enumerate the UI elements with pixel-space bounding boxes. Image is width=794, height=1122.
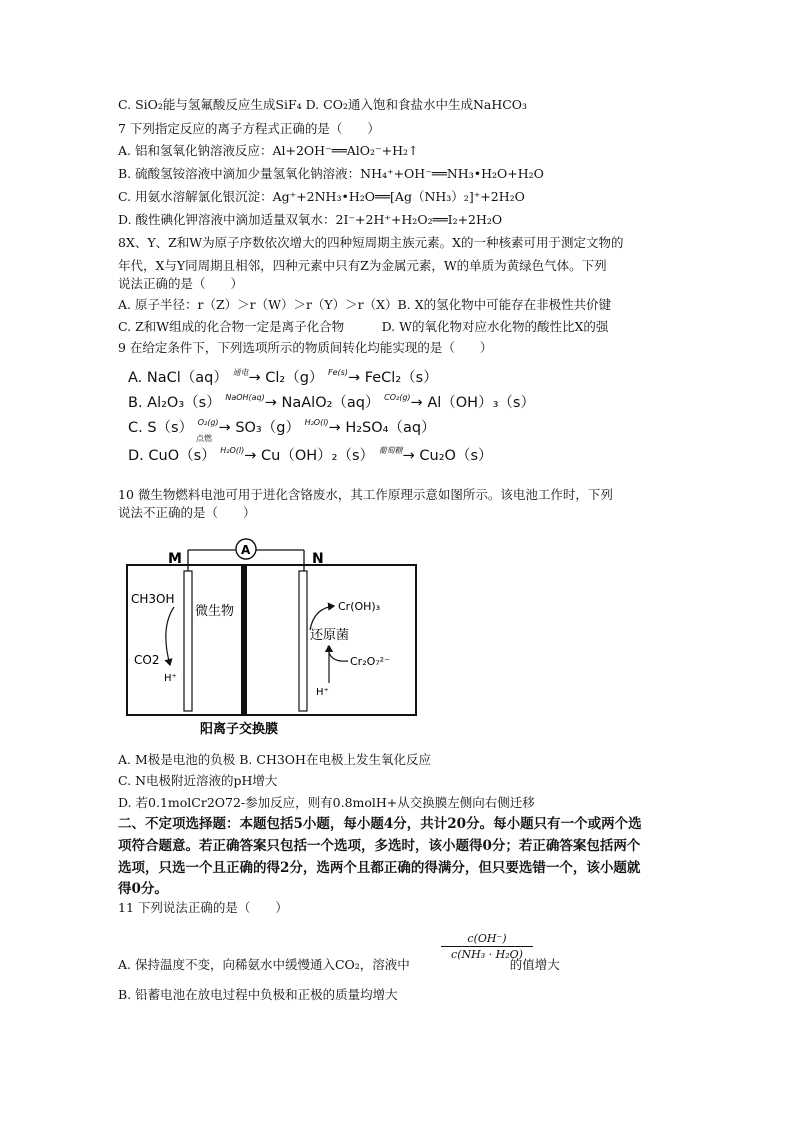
q9-stem: 9 在给定条件下，下列选项所示的物质间转化均能实现的是（ ） — [118, 340, 493, 355]
q9c-intermediate: SO₃（g） — [235, 420, 300, 436]
label-reducing-bacteria: 还原菌 — [310, 628, 350, 643]
q9-option-c — [128, 416, 436, 437]
q9b-product: Al（OH）₃（s） — [427, 395, 535, 411]
oxidation-arrow — [166, 607, 174, 665]
arrow-icon: → — [244, 448, 257, 464]
q9a-intermediate: Cl₂（g） — [265, 370, 324, 386]
section2-line-1: 二、不定项选择题：本题包括5小题，每小题4分，共计20分。每小题只有一个或两个选 — [118, 816, 642, 832]
arrow-icon: → — [402, 448, 415, 464]
label-ch3oh: CH3OH — [131, 592, 175, 606]
q8-options-c-d: C. Z和W组成的化合物一定是离子化合物 D. W的氧化物对应水化物的酸性比X的强 — [118, 319, 609, 334]
label-croh3: Cr(OH)₃ — [338, 600, 381, 613]
q10-option-c: C. N电极附近溶液的pH增大 — [118, 773, 278, 788]
label-m: M — [168, 551, 182, 567]
q8-options-a-b: A. 原子半径：r（Z）＞r（W）＞r（Y）＞r（X）B. X的氢化物中可能存在非极性共价键 — [118, 297, 612, 312]
section2-line-3: 选项，只选一个且正确的得2分，选两个且都正确的得满分，但只要选错一个，该小题就 — [118, 860, 641, 876]
product-arrow — [310, 606, 334, 630]
label-cr2o7: Cr₂O₇²⁻ — [350, 655, 390, 668]
q9a-reactant: A. NaCl（aq） — [128, 370, 228, 386]
label-h-right: H⁺ — [316, 687, 329, 698]
arrow-icon: → — [410, 395, 423, 411]
q9-option-a — [128, 366, 438, 387]
q10-line-1: 10 微生物燃料电池可用于进化含铬废水，其工作原理示意如图所示。该电池工作时，下列 — [118, 487, 613, 502]
section2-line-2: 项符合题意。若正确答案只包括一个选项，多选时，该小题得0分；若正确答案包括两个 — [118, 838, 641, 854]
fraction-denominator: c(NH₃ · H₂O) — [451, 948, 523, 961]
q9a-condition-2: Fe(s) — [328, 368, 348, 377]
q11-option-b: B. 铅蓄电池在放电过程中负极和正极的质量均增大 — [118, 987, 398, 1002]
q8-line-2: 年代，X与Y同周期且相邻，四种元素中只有Z为金属元素，W的单质为黄绿色气体。下列 — [118, 258, 607, 273]
q7-stem: 7 下列指定反应的离子方程式正确的是（ ） — [118, 121, 380, 136]
q9b-condition-2: CO₂(g) — [384, 393, 411, 402]
q9c-condition-2: H₂O(l) — [304, 418, 329, 427]
q8-line-3: 说法正确的是（ ） — [118, 276, 244, 291]
q9a-product: FeCl₂（s） — [364, 370, 438, 386]
q9a-condition-1: 通电 — [232, 368, 249, 377]
q9-option-b — [128, 391, 535, 412]
q9d-reactant: D. CuO（s） — [128, 448, 216, 464]
section2-line-4: 得0分。 — [118, 881, 168, 897]
electrode-n — [299, 571, 307, 711]
q6-option-c-d: C. SiO₂能与氢氟酸反应生成SiF₄ D. CO₂通入饱和食盐水中生成NaHCO₃ — [118, 97, 528, 112]
arrow-icon: → — [218, 420, 231, 436]
q9d-condition-1: H₂O(l) — [220, 446, 245, 455]
ammeter-label: A — [241, 543, 251, 557]
q9d-product: Cu₂O（s） — [419, 448, 493, 464]
q11a-fraction — [441, 932, 533, 961]
q9c-reactant: C. S（s） — [128, 420, 194, 436]
q11-stem: 11 下列说法正确的是（ ） — [118, 900, 288, 915]
q9b-intermediate: NaAlO₂（aq） — [281, 395, 380, 411]
q8-line-1: 8X、Y、Z和W为原子序数依次增大的四种短周期主族元素。X的一种核素可用于测定文物的 — [118, 235, 624, 250]
q9b-condition-1: NaOH(aq) — [225, 393, 265, 402]
label-co2: CO2 — [134, 653, 160, 667]
arrow-icon: → — [347, 370, 361, 386]
arrow-icon: → — [264, 395, 277, 411]
q9d-intermediate: Cu（OH）₂（s） — [261, 448, 375, 464]
arrow-icon: → — [328, 420, 341, 436]
q7-option-b: B. 硫酸氢铵溶液中滴加少量氢氧化钠溶液：NH₄⁺+OH⁻══NH₃•H₂O+H₂O — [118, 166, 544, 181]
q11a-text-before: A. 保持温度不变，向稀氨水中缓慢通入CO₂，溶液中 — [118, 957, 410, 972]
label-h-left: H⁺ — [164, 673, 177, 684]
q9c-product: H₂SO₄（aq） — [345, 420, 436, 436]
q9-option-d — [128, 444, 493, 465]
label-microbe: 微生物 — [195, 604, 235, 619]
q7-option-c: C. 用氨水溶解氯化银沉淀：Ag⁺+2NH₃•H₂O══[Ag（NH₃）₂]⁺+2H₂O — [118, 189, 525, 204]
fraction-numerator: c(OH⁻) — [441, 932, 533, 947]
q7-option-a: A. 铝和氢氧化钠溶液反应：Al+2OH⁻══AlO₂⁻+H₂↑ — [118, 143, 419, 158]
q9b-reactant: B. Al₂O₃（s） — [128, 395, 221, 411]
reactant-arrow — [328, 646, 348, 661]
electrode-m — [184, 571, 192, 711]
arrow-icon: → — [248, 370, 261, 386]
q10-options-a-b: A. M极是电池的负极 B. CH3OH在电极上发生氧化反应 — [118, 752, 431, 767]
q10-line-2: 说法不正确的是（ ） — [118, 505, 256, 520]
exchange-membrane — [241, 565, 247, 715]
fuel-cell-diagram — [110, 533, 435, 740]
label-membrane: 阳离子交换膜 — [200, 722, 279, 737]
q9c-condition-1: O₂(g) — [197, 418, 219, 427]
q9d-condition-2: 葡萄糖 — [378, 446, 403, 455]
q7-option-d: D. 酸性碘化钾溶液中滴加适量双氧水：2I⁻+2H⁺+H₂O₂══I₂+2H₂O — [118, 212, 503, 227]
q11a-text-after: 的值增大 — [509, 957, 560, 972]
label-n: N — [312, 551, 324, 567]
cell-container — [127, 565, 416, 715]
q10-option-d: D. 若0.1molCr2O72-参加反应，则有0.8molH+从交换膜左侧向右侧迁移 — [118, 795, 535, 810]
q9c-condition-below: 点燃 — [196, 434, 212, 443]
